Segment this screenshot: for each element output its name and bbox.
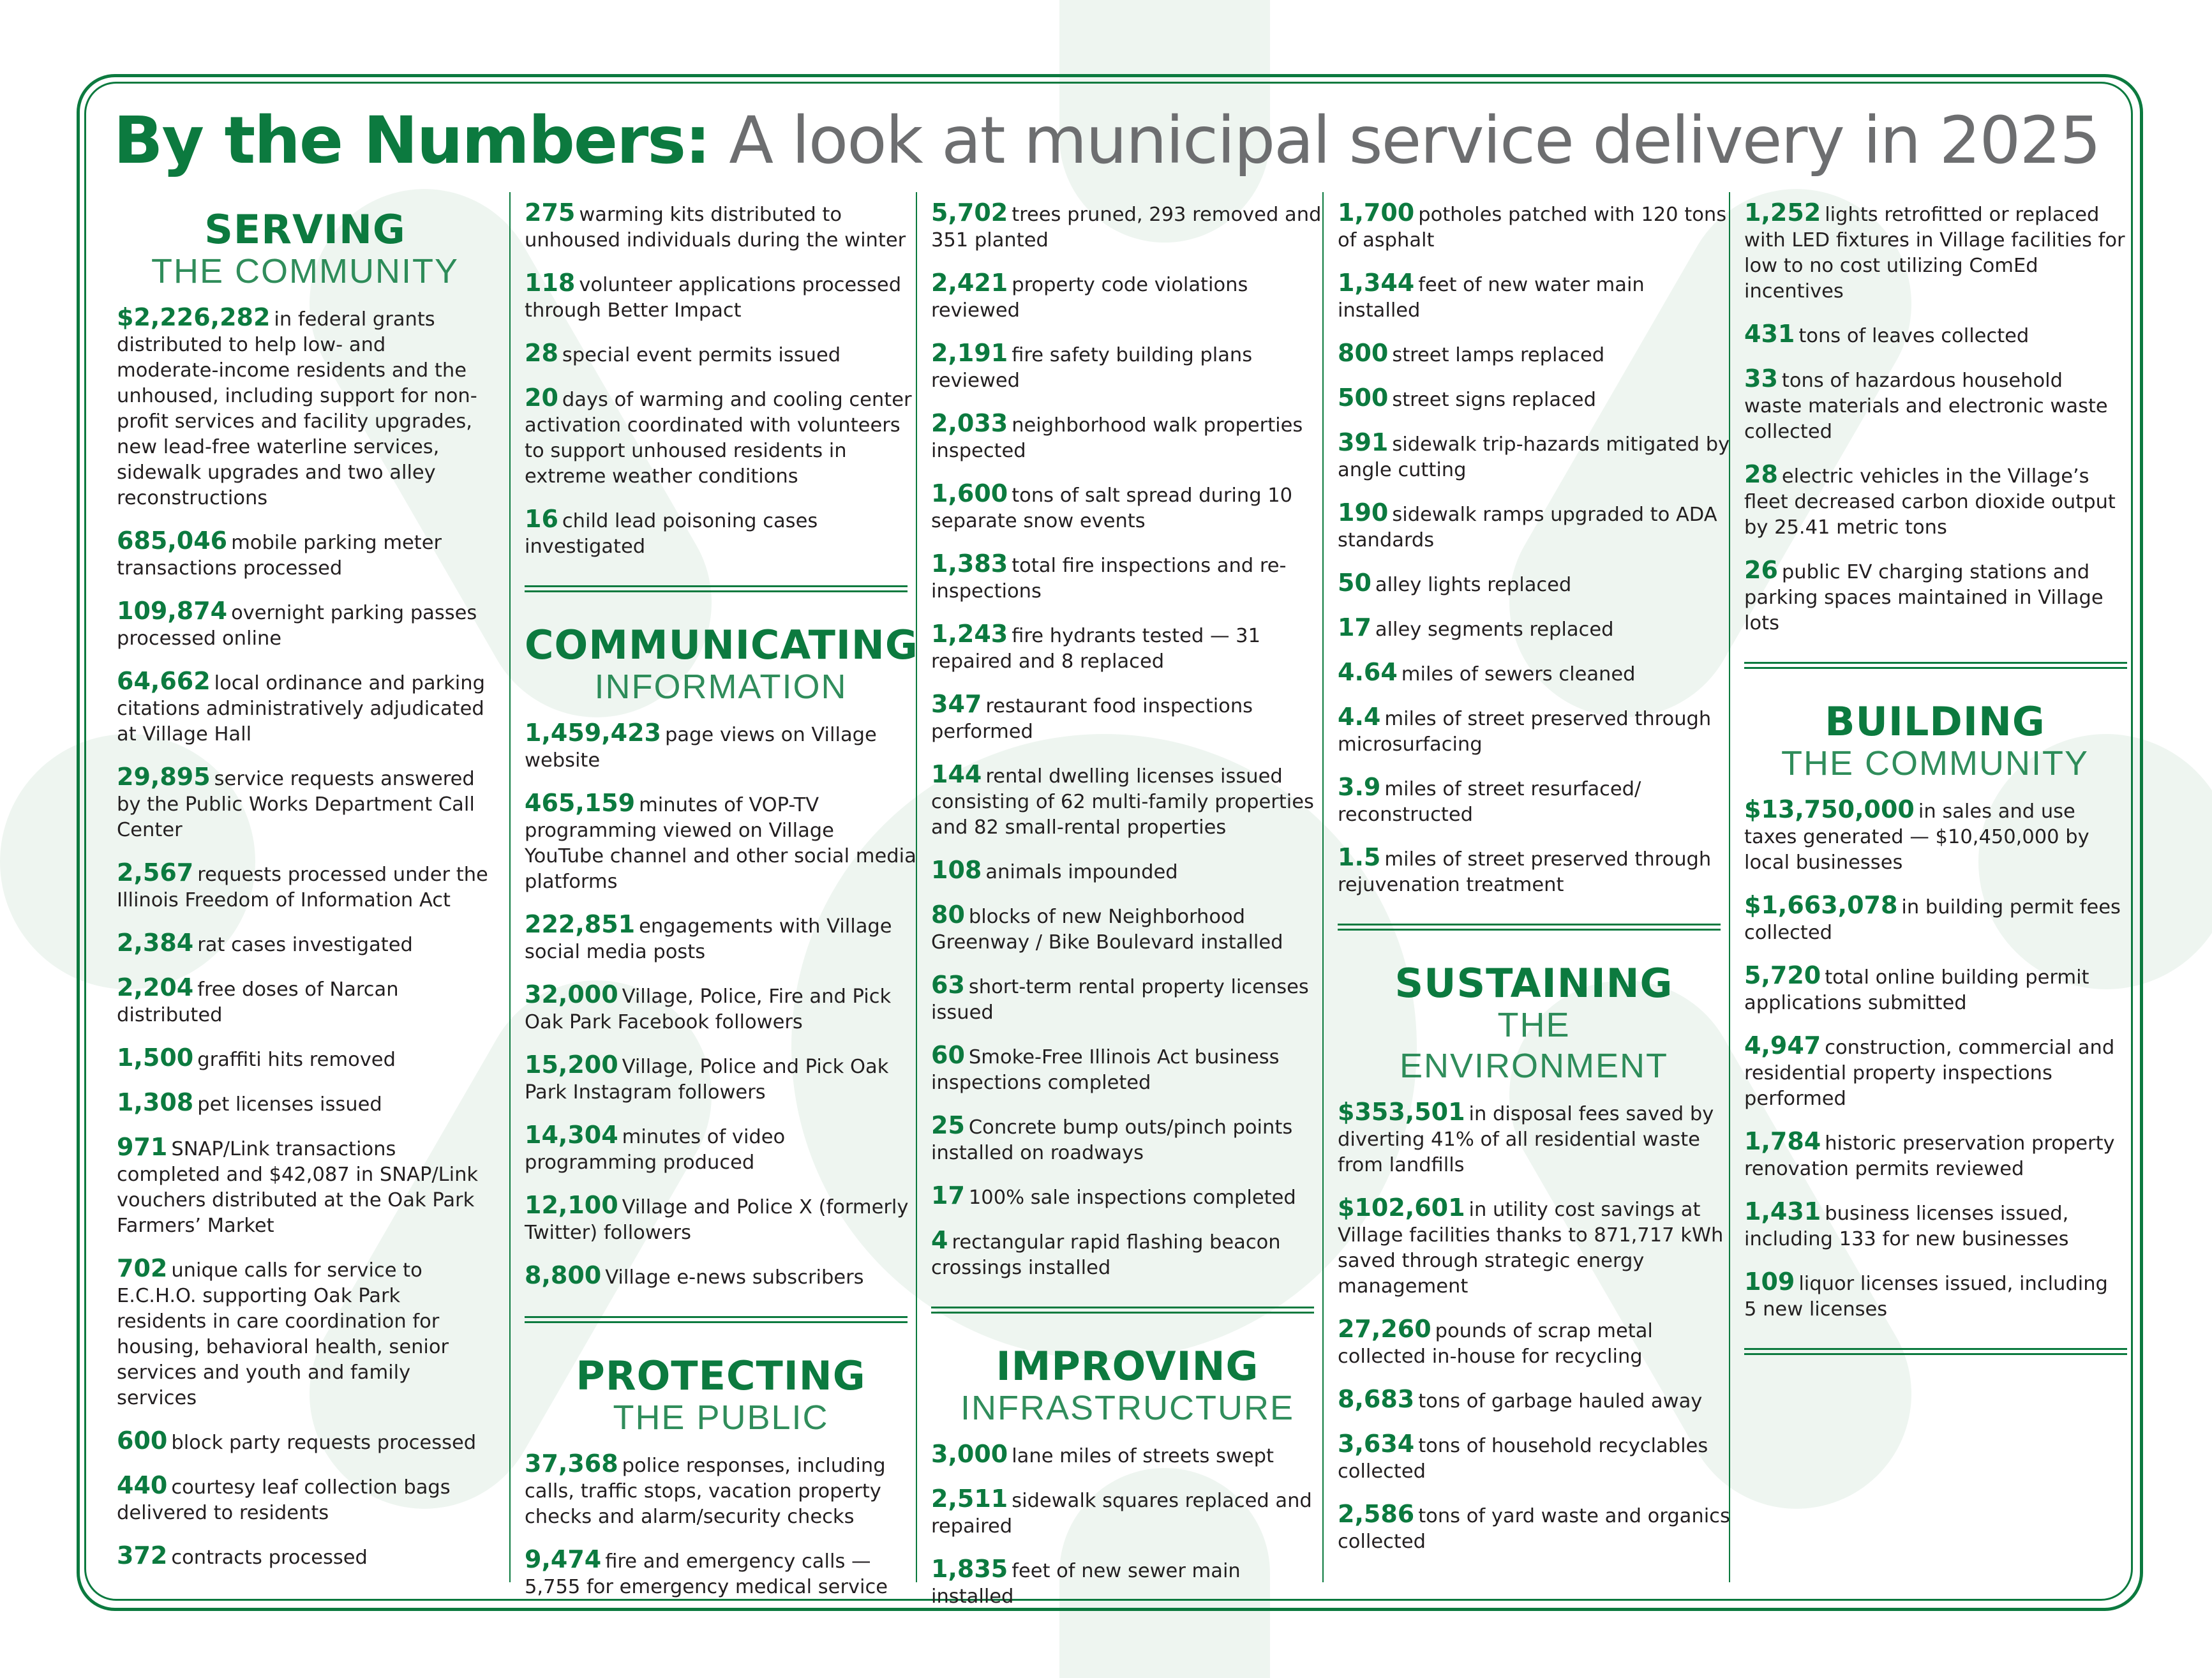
stat-item: 5,720 total online building permit applications submitted [1744, 961, 2089, 1014]
column-1 [117, 192, 493, 1582]
stat-item: 2,384 rat cases investigated [117, 929, 413, 957]
stat-item: 80 blocks of new Neighborhood Greenway / Bike Boulevard installed [931, 901, 1283, 954]
stat-item: 190 sidewalk ramps upgraded to ADA standards [1338, 498, 1717, 551]
stat-item: 440 courtesy leaf collection bags delivered to residents [117, 1471, 451, 1524]
stat-item: 347 restaurant food inspections performed [931, 690, 1253, 743]
subheading-the-community: THE COMMUNITY [1781, 744, 2089, 783]
section-divider [1744, 1348, 2127, 1355]
stat-item: 222,851 engagements with Village social media posts [525, 910, 892, 963]
stat-item: 28 special event permits issued [525, 339, 841, 367]
subheading-the-community: THE COMMUNITY [151, 252, 459, 290]
stat-item: 1,784 historic preservation property renovation permits reviewed [1744, 1127, 2115, 1180]
stat-item: 465,159 minutes of VOP-TV programming viewed on Village YouTube channel and other social media platforms [525, 789, 916, 893]
stat-item: 4.4 miles of street preserved through microsurfacing [1338, 703, 1712, 756]
stat-item: 32,000 Village, Police, Fire and Pick Oak Park Facebook followers [525, 980, 892, 1033]
subheading-infrastructure: INFRASTRUCTURE [960, 1389, 1294, 1427]
stat-item: 9,474 fire and emergency calls — 5,755 for emergency medical service [525, 1545, 888, 1598]
stat-item: 60 Smoke-Free Illinois Act business inspections completed [931, 1041, 1280, 1094]
stat-item: 16 child lead poisoning cases investigated [525, 505, 818, 558]
section-heading-building [1744, 698, 2126, 784]
page-title [86, 103, 2127, 179]
stat-item: 144 rental dwelling licenses issued consisting of 62 multi-family properties and 82 small-rental properties [931, 760, 1314, 839]
stat-item: 12,100 Village and Police X (formerly Twitter) followers [525, 1191, 909, 1244]
title-light: A look at municipal service delivery in 2025 [729, 103, 2100, 179]
section-heading-protecting [525, 1352, 917, 1438]
stat-item: 1,500 graffiti hits removed [117, 1044, 396, 1072]
stat-item: $102,601 in utility cost savings at Village facilities thanks to 871,717 kWh saved through strategic energy management [1338, 1194, 1724, 1298]
stat-item: 500 street signs replaced [1338, 384, 1596, 412]
section-divider [525, 1316, 908, 1323]
stat-item: 1.5 miles of street preserved through rejuvenation treatment [1338, 843, 1712, 896]
stat-item: 2,567 requests processed under the Illinois Freedom of Information Act [117, 858, 488, 911]
stat-item: $353,501 in disposal fees saved by diverting 41% of all residential waste from landfills [1338, 1098, 1714, 1176]
stat-item: 1,344 feet of new water main installed [1338, 269, 1645, 322]
stat-item: 1,252 lights retrofitted or replaced with LED fixtures in Village facilities for low to no cost utilizing ComEd incentives [1744, 199, 2125, 303]
stat-item: 275 warming kits distributed to unhoused individuals during the winter [525, 199, 906, 251]
stat-item: 2,586 tons of yard waste and organics collected [1338, 1500, 1730, 1553]
stat-item: 25 Concrete bump outs/pinch points installed on roadways [931, 1111, 1293, 1164]
stat-item: 1,700 potholes patched with 120 tons of asphalt [1338, 199, 1727, 251]
stat-item: 29,895 service requests answered by the Public Works Department Call Center [117, 763, 475, 841]
section-heading-improving [931, 1345, 1324, 1428]
stat-item: $1,663,078 in building permit fees collected [1744, 891, 2121, 944]
stat-item: 2,511 sidewalk squares replaced and repaired [931, 1485, 1312, 1538]
stat-item: 109,874 overnight parking passes processed online [117, 597, 477, 650]
stat-item: 26 public EV charging stations and parking spaces maintained in Village lots [1744, 556, 2104, 634]
stat-item: 1,383 total fire inspections and re-inspections [931, 550, 1287, 603]
stat-item: 63 short-term rental property licenses issued [931, 971, 1309, 1024]
stat-item: 20 days of warming and cooling center activation coordinated with volunteers to support unhoused residents in extreme weather conditions [525, 384, 912, 488]
stat-item: 600 block party requests processed [117, 1427, 477, 1455]
stat-item: 2,421 property code violations reviewed [931, 269, 1248, 322]
stat-item: 33 tons of hazardous household waste materials and electronic waste collected [1744, 364, 2108, 443]
stat-item: 391 sidewalk trip-hazards mitigated by angle cutting [1338, 428, 1730, 481]
stat-item: 1,600 tons of salt spread during 10 separate snow events [931, 479, 1293, 532]
section-divider [1338, 924, 1721, 931]
heading-improving: IMPROVING [996, 1343, 1259, 1390]
heading-sustaining: SUSTAINING [1394, 960, 1673, 1007]
stat-item: 2,191 fire safety building plans reviewed [931, 339, 1253, 392]
stat-item: 3.9 miles of street resurfaced/ reconstructed [1338, 773, 1641, 826]
column-5 [1729, 192, 2126, 1582]
stat-item: 1,459,423 page views on Village website [525, 719, 877, 772]
stat-item: 64,662 local ordinance and parking citations administratively adjudicated at Village Hall [117, 667, 485, 745]
heading-protecting: PROTECTING [576, 1352, 866, 1399]
stat-item: 15,200 Village, Police and Pick Oak Park Instagram followers [525, 1051, 889, 1104]
heading-serving: SERVING [204, 206, 406, 253]
stat-item: 4.64 miles of sewers cleaned [1338, 658, 1636, 686]
stat-item: 3,634 tons of household recyclables collected [1338, 1430, 1708, 1483]
stat-item: 2,033 neighborhood walk properties inspected [931, 409, 1303, 462]
stat-item: 1,243 fire hydrants tested — 31 repaired and 8 replaced [931, 620, 1260, 673]
stat-item: 8,683 tons of garbage hauled away [1338, 1385, 1703, 1413]
subheading-the: THE [1497, 1006, 1571, 1044]
heading-building: BUILDING [1825, 698, 2045, 745]
stat-item: 4 rectangular rapid flashing beacon crossings installed [931, 1226, 1281, 1279]
section-heading-serving [117, 206, 493, 292]
stat-item: 685,046 mobile parking meter transactions processed [117, 527, 442, 580]
stat-item: 2,204 free doses of Narcan distributed [117, 973, 399, 1026]
section-heading-sustaining [1338, 960, 1730, 1086]
stat-item: 17 alley segments replaced [1338, 613, 1614, 641]
stat-item: 50 alley lights replaced [1338, 569, 1572, 597]
stat-item: 109 liquor licenses issued, including 5 new licenses [1744, 1268, 2108, 1321]
stat-item: 17 100% sale inspections completed [931, 1181, 1296, 1210]
stat-item: 4,947 construction, commercial and residential property inspections performed [1744, 1031, 2115, 1110]
column-3 [916, 192, 1324, 1608]
stat-item: 431 tons of leaves collected [1744, 320, 2029, 348]
section-divider [525, 585, 908, 592]
stat-item: 108 animals impounded [931, 856, 1178, 884]
subheading-the-public: THE PUBLIC [613, 1398, 829, 1437]
stat-item: 971 SNAP/Link transactions completed and $42,087 in SNAP/Link vouchers distributed at the Oak Park Farmers’ Market [117, 1133, 479, 1237]
section-divider [931, 1307, 1314, 1314]
stat-item: 118 volunteer applications processed through Better Impact [525, 269, 902, 322]
stat-item: $2,226,282 in federal grants distributed to help low- and moderate-income residents and the unhoused, including support for non-profit services and facility upgrades, new lead-free waterline services, sidewalk upgrades and two alley reconstructions [117, 303, 477, 509]
stat-item: 3,000 lane miles of streets swept [931, 1440, 1274, 1468]
subheading-environment: ENVIRONMENT [1399, 1047, 1668, 1085]
stat-item: $13,750,000 in sales and use taxes generated — $10,450,000 by local businesses [1744, 795, 2089, 874]
stat-item: 5,702 trees pruned, 293 removed and 351 planted [931, 199, 1322, 251]
title-bold: By the Numbers: [113, 103, 710, 179]
stat-item: 1,308 pet licenses issued [117, 1088, 382, 1116]
stat-item: 372 contracts processed [117, 1541, 368, 1569]
infographic-page [86, 84, 2127, 1608]
stat-item: 702 unique calls for service to E.C.H.O. supporting Oak Park residents in care coordination for housing, behavioral health, senior services and youth and family services [117, 1254, 449, 1409]
column-4 [1322, 192, 1730, 1582]
stat-item: 37,368 police responses, including calls, traffic stops, vacation property checks and alarm/security checks [525, 1450, 886, 1528]
heading-communicating: COMMUNICATING [525, 622, 918, 668]
stat-item: 1,835 feet of new sewer main installed [931, 1555, 1241, 1608]
section-heading-communicating [525, 624, 917, 707]
stat-item: 27,260 pounds of scrap metal collected in-house for recycling [1338, 1315, 1653, 1368]
subheading-information: INFORMATION [594, 668, 848, 706]
stat-item: 800 street lamps replaced [1338, 339, 1605, 367]
stat-item: 1,431 business licenses issued, including 133 for new businesses [1744, 1197, 2069, 1250]
section-divider [1744, 662, 2127, 669]
stat-item: 28 electric vehicles in the Village’s fleet decreased carbon dioxide output by 25.41 metric tons [1744, 460, 2116, 539]
stat-item: 14,304 minutes of video programming produced [525, 1121, 786, 1174]
column-2 [509, 192, 918, 1598]
stat-item: 8,800 Village e-news subscribers [525, 1261, 864, 1289]
